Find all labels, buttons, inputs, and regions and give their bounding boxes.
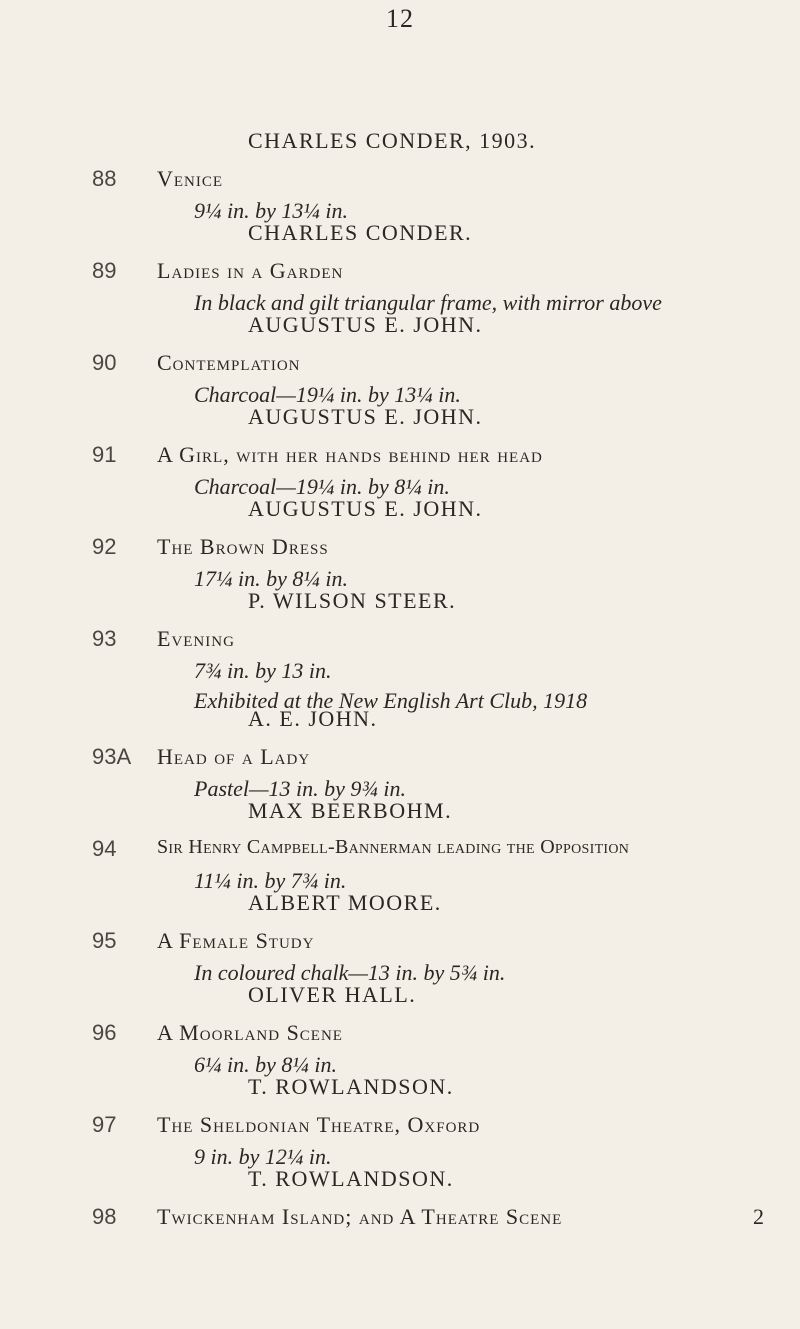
- lot-detail: In black and gilt triangular frame, with mirror above: [194, 290, 662, 315]
- artist-heading: T. ROWLANDSON.: [248, 1166, 454, 1191]
- lot-number: 94: [92, 836, 117, 861]
- lot-detail: 7¾ in. by 13 in.: [194, 658, 332, 683]
- lot-title: Contemplation: [157, 350, 301, 375]
- lot-title: A Girl, with her hands behind her head: [157, 442, 543, 467]
- lot-title: Head of a Lady: [157, 744, 311, 769]
- lot-detail: In coloured chalk—13 in. by 5¾ in.: [194, 960, 506, 985]
- artist-heading: MAX BEERBOHM.: [248, 798, 453, 823]
- artist-heading: P. WILSON STEER.: [248, 588, 457, 613]
- lot-detail: Charcoal—19¼ in. by 13¼ in.: [194, 382, 461, 407]
- lot-detail: 17¼ in. by 8¼ in.: [194, 566, 348, 591]
- page-number: 12: [386, 4, 414, 33]
- artist-heading: CHARLES CONDER, 1903.: [248, 128, 537, 153]
- lot-number: 93: [92, 626, 117, 651]
- artist-heading: CHARLES CONDER.: [248, 220, 473, 245]
- lot-number: 89: [92, 258, 117, 283]
- lot-number: 96: [92, 1020, 117, 1045]
- lot-title: Twickenham Island; and A Theatre Scene: [157, 1204, 563, 1229]
- artist-heading: A. E. JOHN.: [248, 706, 378, 731]
- lot-number: 95: [92, 928, 117, 953]
- artist-heading: AUGUSTUS E. JOHN.: [248, 312, 483, 337]
- lot-number: 98: [92, 1204, 117, 1229]
- lot-number: 93A: [92, 744, 132, 769]
- artist-heading: T. ROWLANDSON.: [248, 1074, 454, 1099]
- artist-heading: AUGUSTUS E. JOHN.: [248, 404, 483, 429]
- lot-detail: 9¼ in. by 13¼ in.: [194, 198, 348, 223]
- artist-heading: AUGUSTUS E. JOHN.: [248, 496, 483, 521]
- lot-detail: Pastel—13 in. by 9¾ in.: [194, 776, 407, 801]
- lot-title: The Brown Dress: [157, 534, 329, 559]
- lot-number: 88: [92, 166, 117, 191]
- lot-title: Sir Henry Campbell-Bannerman leading the Opposition: [157, 836, 630, 858]
- lot-number: 92: [92, 534, 117, 559]
- lot-title: Evening: [157, 626, 235, 651]
- lot-detail: 11¼ in. by 7¾ in.: [194, 868, 347, 893]
- lot-quantity: 2: [753, 1204, 764, 1229]
- lot-detail: 9 in. by 12¼ in.: [194, 1144, 332, 1169]
- lot-title: The Sheldonian Theatre, Oxford: [157, 1112, 481, 1137]
- lot-detail: Charcoal—19¼ in. by 8¼ in.: [194, 474, 450, 499]
- artist-heading: ALBERT MOORE.: [248, 890, 442, 915]
- lot-detail: Exhibited at the New English Art Club, 1918: [194, 688, 588, 713]
- lot-title: A Moorland Scene: [157, 1020, 343, 1045]
- lot-detail: 6¼ in. by 8¼ in.: [194, 1052, 337, 1077]
- lot-number: 91: [92, 442, 117, 467]
- lot-title: Venice: [157, 166, 224, 191]
- lot-title: Ladies in a Garden: [157, 258, 344, 283]
- artist-heading: OLIVER HALL.: [248, 982, 417, 1007]
- lot-title: A Female Study: [157, 928, 315, 953]
- lot-number: 90: [92, 350, 117, 375]
- lot-number: 97: [92, 1112, 117, 1137]
